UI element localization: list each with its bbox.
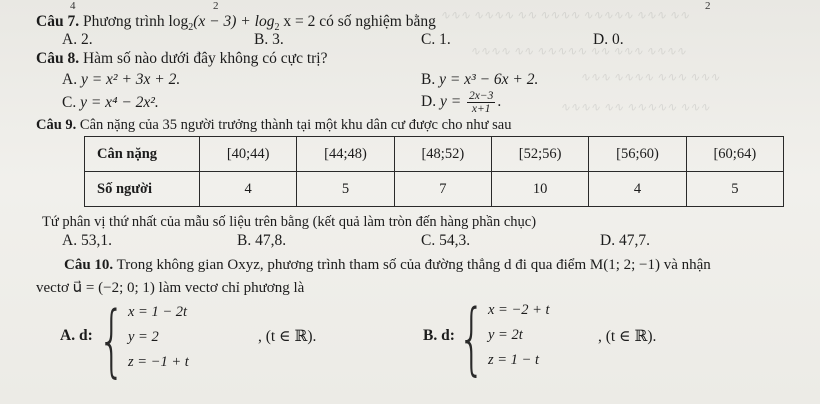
question-7-text-c: x = 2 có số nghiệm bằng bbox=[283, 13, 436, 30]
question-8-text: Hàm số nào dưới đây không có cực trị? bbox=[82, 50, 328, 67]
table-cell: 5 bbox=[686, 172, 783, 207]
question-7-option-b[interactable]: B. 3. bbox=[254, 31, 284, 48]
table-row-header: Cân nặng bbox=[85, 137, 200, 172]
table-cell: 5 bbox=[297, 172, 394, 207]
question-8-option-b[interactable] bbox=[421, 71, 538, 89]
equation-x: x = 1 − 2t bbox=[128, 304, 188, 320]
log-base: 2 bbox=[188, 22, 194, 34]
question-7-stem bbox=[36, 13, 436, 37]
handwritten-mark: 2 bbox=[213, 0, 219, 12]
table-cell: [56;60) bbox=[589, 137, 686, 172]
question-7-option-c[interactable]: C. 1. bbox=[421, 31, 451, 48]
parameter-domain: , (t ∈ ℝ). bbox=[598, 328, 657, 345]
question-9-label: Câu 9. bbox=[36, 117, 77, 133]
question-10-text-1: Trong không gian Oxyz, phương trình tham số của đường thẳng d đi qua điểm M(1; 2; −1) và nhận bbox=[116, 257, 711, 273]
table-cell: [48;52) bbox=[394, 137, 491, 172]
option-letter: A. bbox=[62, 71, 78, 88]
question-9-option-d[interactable]: D. 47,7. bbox=[600, 232, 650, 249]
log-base: 2 bbox=[274, 22, 280, 34]
question-9-option-b[interactable]: B. 47,8. bbox=[237, 232, 287, 249]
option-expression: y = bbox=[439, 93, 462, 111]
question-10-stem bbox=[64, 256, 711, 274]
question-9-option-c[interactable]: C. 54,3. bbox=[421, 232, 471, 249]
option-b-label: B. d: bbox=[423, 327, 455, 344]
question-7-option-d[interactable]: D. 0. bbox=[593, 31, 624, 48]
bleed-through-text: ∿∿∿∿ ∿∿ ∿∿∿∿∿ ∿∿∿ bbox=[560, 100, 710, 114]
table-cell: [60;64) bbox=[686, 137, 783, 172]
equation-y: y = 2t bbox=[488, 327, 523, 343]
fraction bbox=[467, 90, 495, 115]
question-7-label: Câu 7. bbox=[36, 13, 80, 30]
equation-z: z = 1 − t bbox=[488, 352, 539, 368]
equation-y: y = 2 bbox=[128, 329, 159, 345]
handwritten-mark: 4 bbox=[70, 0, 76, 12]
option-letter: C. bbox=[62, 94, 77, 111]
table-cell: [40;44) bbox=[200, 137, 297, 172]
table-row bbox=[85, 137, 784, 172]
table-cell: [52;56) bbox=[491, 137, 588, 172]
option-period: . bbox=[497, 93, 502, 111]
bleed-through-text: ∿∿∿ ∿∿∿∿ ∿∿ ∿∿∿∿ ∿∿∿∿∿ ∿∿∿ ∿∿ bbox=[440, 8, 690, 22]
table-cell: 4 bbox=[589, 172, 686, 207]
table-cell: 4 bbox=[200, 172, 297, 207]
question-10-label: Câu 10. bbox=[64, 257, 114, 273]
equation-z: z = −1 + t bbox=[128, 354, 189, 370]
parametric-system-a bbox=[128, 303, 189, 372]
bleed-through-text: ∿∿∿ ∿∿∿∿ ∿∿∿ ∿∿∿ bbox=[580, 70, 720, 84]
fraction-denominator: x+1 bbox=[471, 103, 491, 115]
question-7-text-b: (x − 3) + log bbox=[193, 13, 275, 30]
question-7-text-a: Phương trình log bbox=[82, 13, 189, 30]
option-expression: y = x⁴ − 2x². bbox=[80, 94, 159, 111]
table-cell: [44;48) bbox=[297, 137, 394, 172]
equation-x: x = −2 + t bbox=[488, 302, 550, 318]
question-8-option-d[interactable] bbox=[421, 90, 501, 115]
handwritten-mark: 2 bbox=[705, 0, 711, 12]
question-10-text-2: vectơ u⃗ = (−2; 0; 1) làm vectơ chỉ phương là bbox=[36, 280, 305, 296]
option-expression: y = x² + 3x + 2. bbox=[80, 71, 181, 88]
question-7-option-a[interactable]: A. 2. bbox=[62, 31, 93, 48]
question-9-question: Tứ phân vị thứ nhất của mẫu số liệu trên bằng (kết quả làm tròn đến hàng phần chục) bbox=[42, 214, 537, 230]
question-8-stem bbox=[36, 50, 327, 68]
table-cell: 7 bbox=[394, 172, 491, 207]
left-brace-icon: { bbox=[458, 294, 486, 384]
question-8-option-c[interactable] bbox=[62, 94, 159, 112]
question-8-label: Câu 8. bbox=[36, 50, 80, 67]
fraction-numerator: 2x−3 bbox=[469, 90, 494, 102]
question-9-text: Cân nặng của 35 người trưởng thành tại một khu dân cư được cho như sau bbox=[79, 117, 512, 133]
option-letter: B. bbox=[421, 71, 436, 88]
question-9-option-a[interactable]: A. 53,1. bbox=[62, 232, 112, 249]
parameter-domain: , (t ∈ ℝ). bbox=[258, 328, 317, 345]
option-letter: D. bbox=[421, 93, 437, 111]
option-a-label: A. d: bbox=[60, 327, 93, 344]
parametric-system-b bbox=[488, 301, 550, 370]
bleed-through-text: ∿∿∿∿ ∿∿ ∿∿∿∿∿ ∿∿ ∿∿∿ ∿∿∿∿ bbox=[470, 44, 687, 58]
table-cell: 10 bbox=[491, 172, 588, 207]
table-row-header: Số người bbox=[85, 172, 200, 207]
table-row bbox=[85, 172, 784, 207]
left-brace-icon: { bbox=[98, 296, 126, 386]
frequency-table bbox=[84, 136, 784, 207]
option-expression: y = x³ − 6x + 2. bbox=[439, 71, 539, 88]
question-8-option-a[interactable] bbox=[62, 71, 180, 89]
question-9-stem bbox=[36, 116, 511, 134]
